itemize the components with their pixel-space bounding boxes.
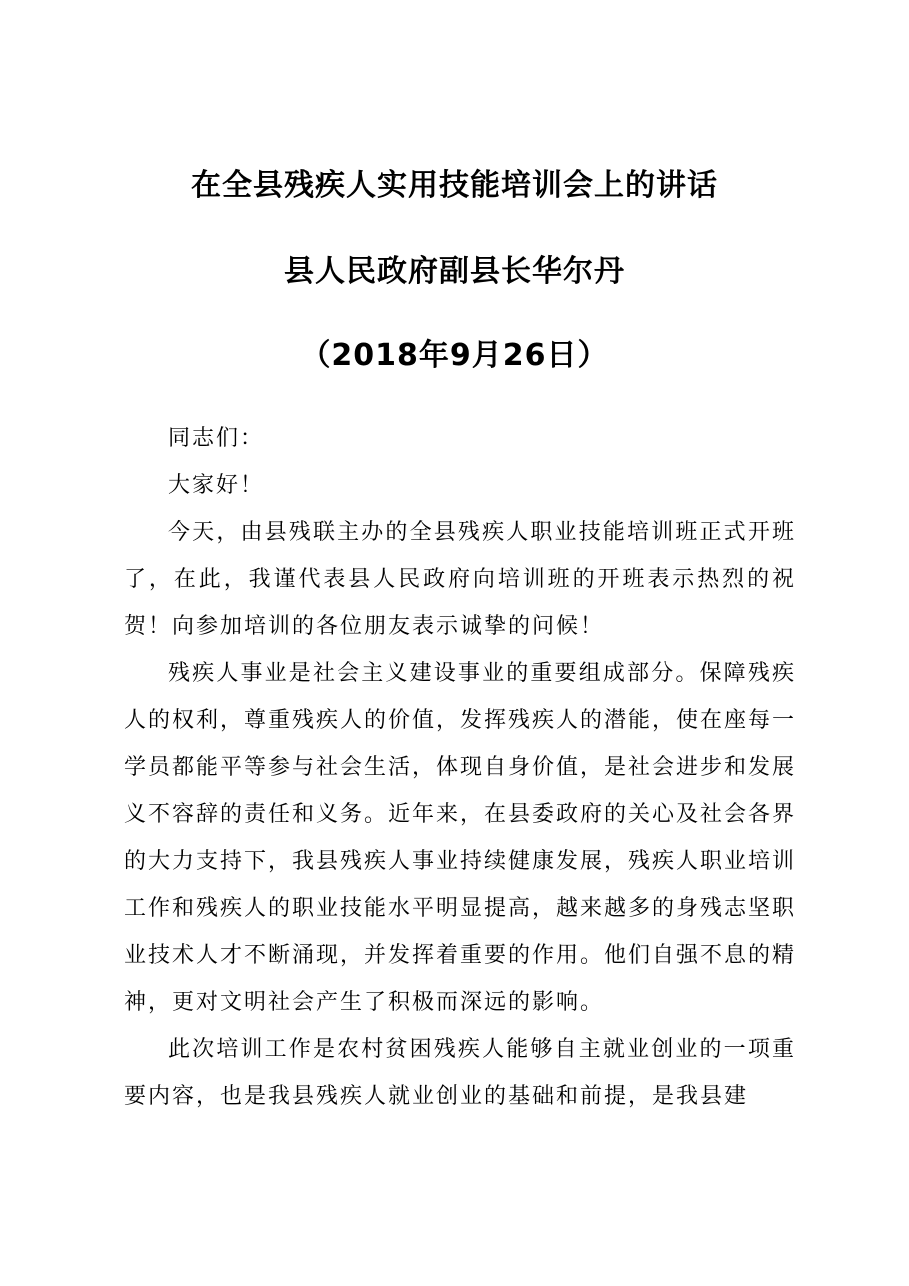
paragraph: 残疾人事业是社会主义建设事业的重要组成部分。保障残疾人的权利，尊重残疾人的价值，发挥残疾人的潜能，使在座每一学员都能平等参与社会生活，体现自身价值，是社会进步和发展义不容辞的责任和义务。近年来，在县委政府的关心及社会各界的大力支持下，我县残疾人事业持续健康发展，残疾人职业培训工作和残疾人的职业技能水平明显提高，越来越多的身残志坚职业技术人才不断涌现，并发挥着重要的作用。他们自强不息的精神，更对文明社会产生了积极而深远的影响。 xyxy=(124,661,797,1015)
document-title: 在全县残疾人实用技能培训会上的讲话 xyxy=(191,168,718,203)
speaker-line: 县人民政府副县长华尔丹 xyxy=(284,254,625,289)
paragraph: 今天，由县残联主办的全县残疾人职业技能培训班正式开班了，在此，我谨代表县人民政府向培训班的开班表示热烈的祝贺！向参加培训的各位朋友表示诚挚的问候！ xyxy=(124,520,796,639)
greeting: 大家好！ xyxy=(168,473,265,498)
speech-body xyxy=(124,415,796,1120)
paragraph: 此次培训工作是农村贫困残疾人能够自主就业创业的一项重要内容，也是我县残疾人就业创业的基础和前提，是我县建 xyxy=(124,1037,796,1109)
date-line: （2018年9月26日） xyxy=(300,338,609,373)
salutation: 同志们： xyxy=(168,426,265,451)
